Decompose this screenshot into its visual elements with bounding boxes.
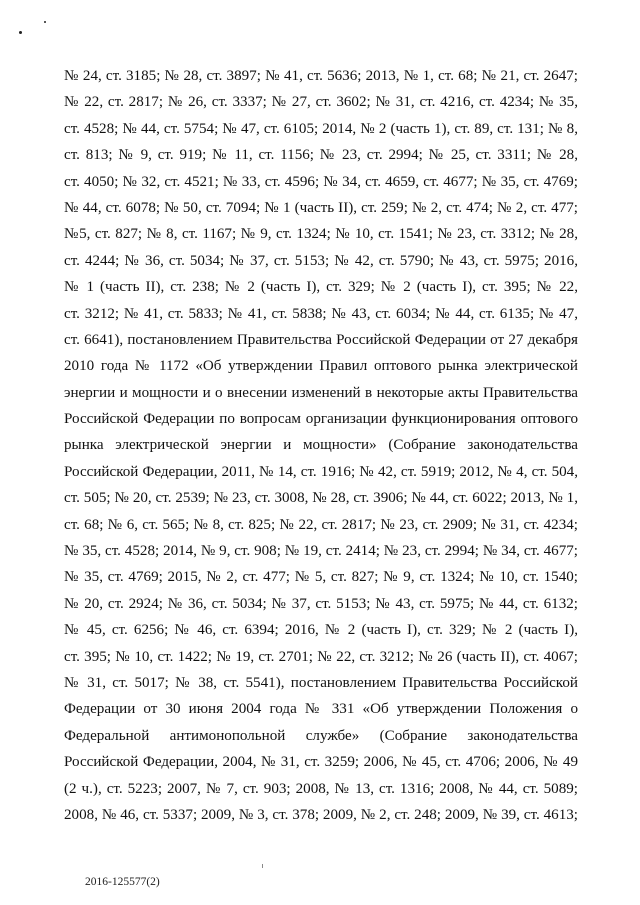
text-line: ст. 505; № 20, ст. 2539; № 23, ст. 3008, № 28, ст. 3906; № 44, ст. 6022; 2013, № 1,	[64, 490, 578, 507]
text-line: Федеральной антимонопольной службе» (Собрание законодательства	[64, 727, 578, 744]
text-line: Федерации от 30 июня 2004 года № 331 «Об утверждении Положения о	[64, 701, 578, 718]
text-line: ст. 3212; № 41, ст. 5833; № 41, ст. 5838; № 43, ст. 6034; № 44, ст. 6135; № 47,	[64, 305, 578, 322]
text-line: ст. 68; № 6, ст. 565; № 8, ст. 825; № 22, ст. 2817; № 23, ст. 2909; № 31, ст. 4234;	[64, 516, 578, 533]
text-line: ст. 4528; № 44, ст. 5754; № 47, ст. 6105; 2014, № 2 (часть 1), ст. 89, ст. 131; № 8,	[64, 120, 578, 137]
text-line: № 24, ст. 3185; № 28, ст. 3897; № 41, ст. 5636; 2013, № 1, ст. 68; № 21, ст. 2647;	[64, 68, 578, 84]
text-line: ст. 813; № 9, ст. 919; № 11, ст. 1156; № 23, ст. 2994; № 25, ст. 3311; № 28,	[64, 147, 578, 164]
scan-speck	[44, 21, 46, 23]
document-registration-code: 2016-125577(2)	[85, 876, 160, 888]
text-line: № 20, ст. 2924; № 36, ст. 5034; № 37, ст. 5153; № 43, ст. 5975; № 44, ст. 6132;	[64, 595, 578, 612]
text-line: ст. 4244; № 36, ст. 5034; № 37, ст. 5153; № 42, ст. 5790; № 43, ст. 5975; 2016,	[64, 252, 578, 269]
scan-speck	[19, 31, 22, 34]
text-line: ст. 6641), постановлением Правительства Российской Федерации от 27 декабря	[64, 331, 578, 348]
text-line: рынка электрической энергии и мощности» (Собрание законодательства	[64, 437, 578, 454]
text-line: №5, ст. 827; № 8, ст. 1167; № 9, ст. 1324; № 10, ст. 1541; № 23, ст. 3312; № 28,	[64, 226, 578, 243]
text-line: № 1 (часть II), ст. 238; № 2 (часть I), ст. 329; № 2 (часть I), ст. 395; № 22,	[64, 279, 578, 296]
scan-speck	[262, 864, 263, 868]
text-line: (2 ч.), ст. 5223; 2007, № 7, ст. 903; 2008, № 13, ст. 1316; 2008, № 44, ст. 5089;	[64, 780, 578, 797]
text-line: № 44, ст. 6078; № 50, ст. 7094; № 1 (часть II), ст. 259; № 2, ст. 474; № 2, ст. 477;	[64, 199, 578, 216]
text-line: энергии и мощности и о внесении изменений в некоторые акты Правительства	[64, 384, 578, 401]
text-line: ст. 4050; № 32, ст. 4521; № 33, ст. 4596; № 34, ст. 4659, ст. 4677; № 35, ст. 4769;	[64, 173, 578, 190]
document-body-text	[64, 63, 578, 828]
text-line: Российской Федерации по вопросам организации функционирования оптового	[64, 411, 578, 428]
text-line: № 35, ст. 4769; 2015, № 2, ст. 477; № 5, ст. 827; № 9, ст. 1324; № 10, ст. 1540;	[64, 569, 578, 586]
text-line: № 35, ст. 4528; 2014, № 9, ст. 908; № 19, ст. 2414; № 23, ст. 2994; № 34, ст. 4677;	[64, 543, 578, 560]
text-line: № 22, ст. 2817; № 26, ст. 3337; № 27, ст. 3602; № 31, ст. 4216, ст. 4234; № 35,	[64, 94, 578, 111]
text-line: 2010 года № 1172 «Об утверждении Правил оптового рынка электрической	[64, 358, 578, 375]
text-line: ст. 395; № 10, ст. 1422; № 19, ст. 2701; № 22, ст. 3212; № 26 (часть II), ст. 4067;	[64, 648, 578, 665]
text-line: Российской Федерации, 2011, № 14, ст. 1916; № 42, ст. 5919; 2012, № 4, ст. 504,	[64, 463, 578, 480]
text-line: Российской Федерации, 2004, № 31, ст. 3259; 2006, № 45, ст. 4706; 2006, № 49	[64, 754, 578, 771]
text-line: № 31, ст. 5017; № 38, ст. 5541), постановлением Правительства Российской	[64, 674, 578, 691]
text-line: 2008, № 46, ст. 5337; 2009, № 3, ст. 378; 2009, № 2, ст. 248; 2009, № 39, ст. 4613;	[64, 806, 578, 823]
text-line: № 45, ст. 6256; № 46, ст. 6394; 2016, № 2 (часть I), ст. 329; № 2 (часть I),	[64, 622, 578, 639]
